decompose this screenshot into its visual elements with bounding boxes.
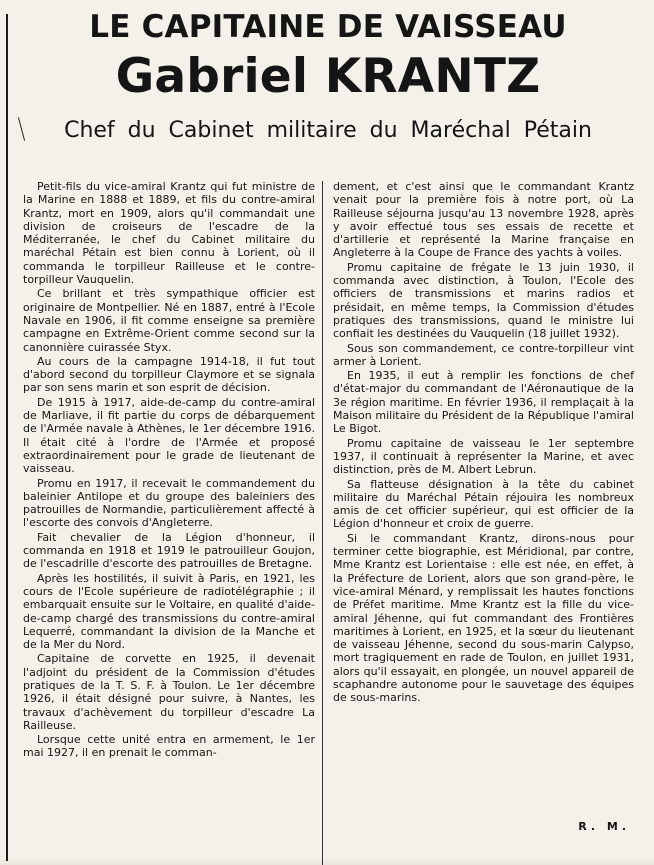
article-paragraph: Fait chevalier de la Légion d'honneur, il commanda en 1918 et 1919 le patrouilleur Goujon, de l'escadrille d'escorte des patrouilles de Bretagne. <box>23 530 315 571</box>
article-paragraph: Capitaine de corvette en 1925, il devenait l'adjoint du président de la Commission d'études pratiques de la T. S. F. à Toulon. Le 1er décembre 1926, il était désigné pour suivre, à Nantes, les travaux d'achèvement du torpilleur d'escadre La Railleuse. <box>23 652 315 732</box>
article-person-name: Gabriel KRANTZ <box>115 49 541 104</box>
article-paragraph: Lorsque cette unité entra en armement, le 1er mai 1927, il en prenait le comman- <box>23 733 315 760</box>
article-paragraph: Sa flatteuse désignation à la tête du cabinet militaire du Maréchal Pétain réjouira les nombreux amis de cet officier supérieur, qui est officier de la Légion d'honneur et croix de guerre. <box>333 477 634 531</box>
article-left-column <box>23 180 315 761</box>
article-paragraph: dement, et c'est ainsi que le commandant Krantz venait pour la première fois à notre port, où La Railleuse séjourna jusqu'au 13 novembre 1928, après y avoir effectué tous ses essais de recette et d'artillerie et représenté la Marine française en Angleterre à la Coupe de France des yachts à voiles. <box>333 180 634 260</box>
article-headline: LE CAPITAINE DE VAISSEAU <box>89 9 567 45</box>
article-subtitle: Chef du Cabinet militaire du Maréchal Pétain <box>64 118 592 143</box>
left-column-rule <box>6 14 8 861</box>
article-right-column <box>333 180 634 706</box>
article-paragraph: En 1935, il eut à remplir les fonctions de chef d'état-major du commandant de l'Aéronautique de la 3e région maritime. En février 1936, il remplaçait à la Maison militaire du Président de la République l'amiral Le Bigot. <box>333 369 634 436</box>
article-paragraph: Petit-fils du vice-amiral Krantz qui fut ministre de la Marine en 1888 et 1889, et fils du contre-amiral Krantz, mort en 1909, alors qu'il commandait une division de croiseurs de l'escadre de la Méditerranée, le chef du Cabinet militaire du maréchal Pétain est bien connu à Lorient, où il commanda le torpilleur Railleuse et le contre-torpilleur Vauquelin. <box>23 180 315 287</box>
article-paragraph: Promu capitaine de frégate le 13 juin 1930, il commanda avec distinction, à Toulon, l'Ecole des officiers de transmissions et marins radios et présidait, en même temps, la Commission d'études pratiques des transmissions, quand le ministre lui confiait les destinées du Vauquelin (18 juillet 1932). <box>333 260 634 341</box>
article-paragraph: Sous son commandement, ce contre-torpilleur vint armer à Lorient. <box>333 341 634 368</box>
article-paragraph: De 1915 à 1917, aide-de-camp du contre-amiral de Marliave, il fit partie du corps de débarquement de l'Armée navale à Athènes, le 1er décembre 1916. Il était cité à l'ordre de l'Armée et proposé extraordinairement pour le grade de lieutenant de vaisseau. <box>23 395 315 476</box>
article-paragraph: Après les hostilités, il suivit à Paris, en 1921, les cours de l'Ecole supérieure de radiotélégraphie ; il embarquait ensuite sur le Voltaire, en qualité d'aide-de-camp chargé des transmissions du contre-amiral Lequerré, commandant la division de la Manche et de la Mer du Nord. <box>23 571 315 652</box>
article-signature: R. M. <box>578 820 630 833</box>
article-paragraph: Promu en 1917, il recevait le commandement du baleinier Antilope et du groupe des baleiniers des patrouilles de Normandie, particulièrement affecté à l'escorte des convois d'Angleterre. <box>23 476 315 530</box>
page-bottom-shadow <box>0 857 654 865</box>
article-paragraph: Au cours de la campagne 1914-18, il fut tout d'abord second du torpilleur Claymore et se signala par son sens marin et son esprit de décision. <box>23 354 315 395</box>
article-paragraph: Ce brillant et très sympathique officier est originaire de Montpellier. Né en 1887, entré à l'Ecole Navale en 1906, il fit comme enseigne sa première campagne en Extrême-Orient comme second sur la canonnière cuirassée Styx. <box>23 287 315 354</box>
column-divider <box>322 181 323 865</box>
article-paragraph: Promu capitaine de vaisseau le 1er septembre 1937, il continuait à représenter la Marine, et avec distinction, près de M. Albert Lebrun. <box>333 436 634 477</box>
article-paragraph: Si le commandant Krantz, dirons-nous pour terminer cette biographie, est Méridional, par contre, Mme Krantz est Lorientaise : elle est née, en effet, à la Préfecture de Lorient, alors que son grand-père, le vice-amiral Ménard, y remplissait les hautes fonctions de Préfet maritime. Mme Krantz est la fille du vice-amiral Jéhenne, qui fut commandant des Frontières maritimes à Lorient, en 1925, et la sœur du lieutenant de vaisseau Jéhenne, second du sous-marin Calypso, mort tragiquement en rade de Toulon, en juillet 1931, alors qu'il essayait, en plongée, un nouvel appareil de scaphandre autonome pour le sauvetage des équipes de sous-marins. <box>333 531 634 705</box>
